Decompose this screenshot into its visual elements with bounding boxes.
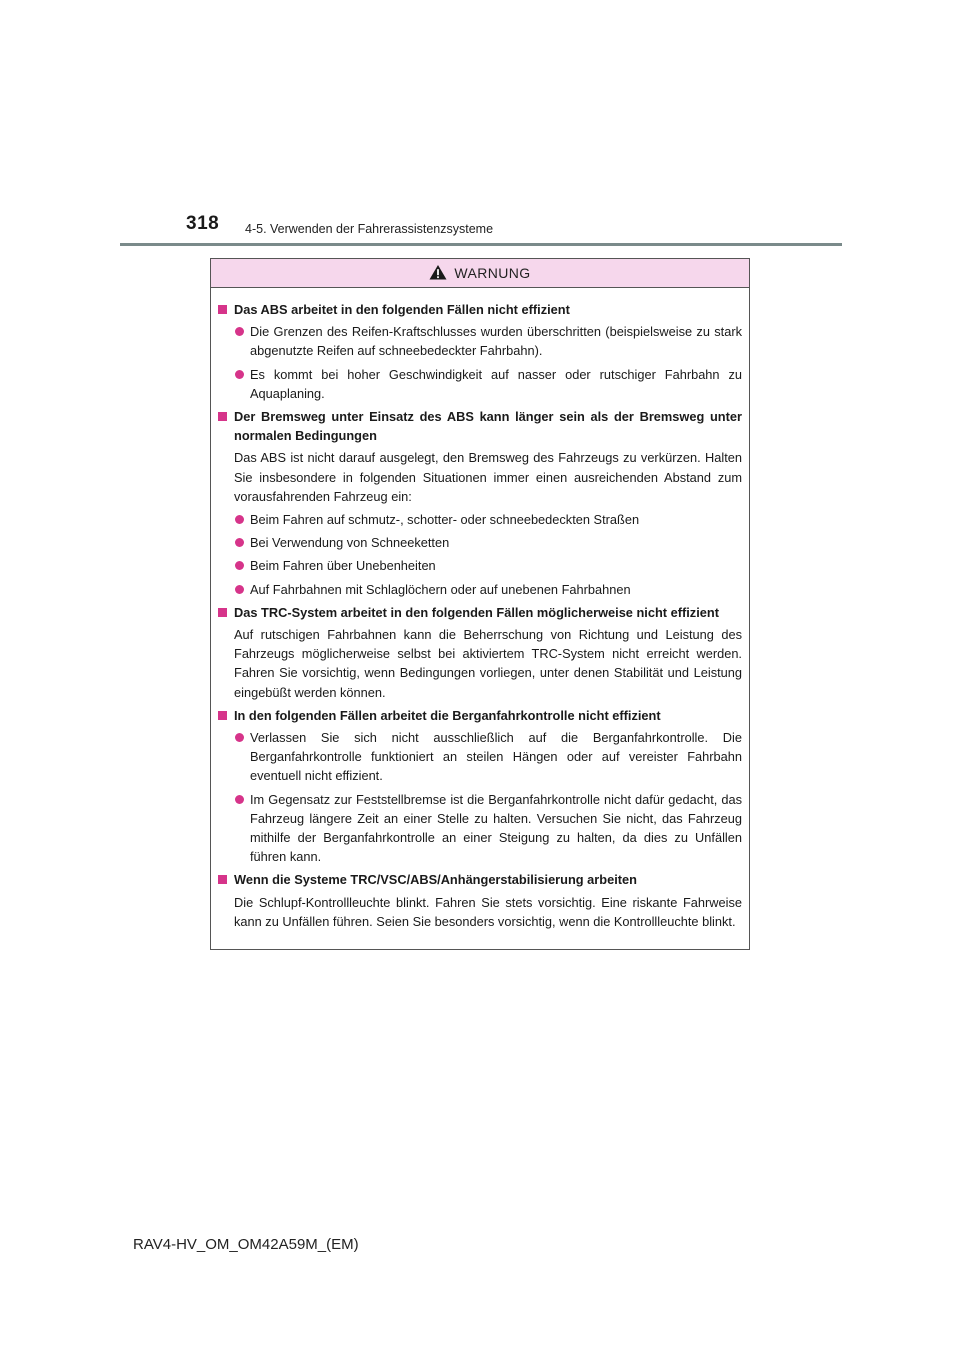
bullet-text: Verlassen Sie sich nicht ausschließlich auf die Berganfahrkontrolle. Die Berganfahrkontrolle funktioniert an steilen Hängen oder auf vereister Fahrbahn eventuell nicht effizient.: [250, 730, 742, 784]
warning-title: WARNUNG: [454, 265, 531, 281]
bullet-item: [218, 322, 742, 360]
bullet-text: Es kommt bei hoher Geschwindigkeit auf nasser oder rutschiger Fahrbahn zu Aquaplaning.: [250, 366, 742, 401]
page-number: 318: [186, 213, 220, 234]
warning-item-text: Das ABS ist nicht darauf ausgelegt, den Bremsweg des Fahrzeugs zu verkürzen. Halten Sie insbesondere in folgenden Situationen immer einen ausreichenden Abstand zum vorausfahrenden Fahrzeug ein:: [234, 450, 742, 504]
header-rule: [120, 243, 842, 246]
round-bullet-icon: [235, 370, 244, 379]
bullet-text: Beim Fahren über Unebenheiten: [250, 558, 436, 574]
round-bullet-icon: [235, 327, 244, 336]
bullet-item: [218, 580, 742, 599]
warning-item-text: Die Schlupf-Kontrollleuchte blinkt. Fahren Sie stets vorsichtig. Eine riskante Fahrweise kann zu Unfällen führen. Seien Sie besonders vorsichtig, wenn die Kontrollleuchte blinkt.: [234, 894, 742, 929]
bullet-text: Im Gegensatz zur Feststellbremse ist die Berganfahrkontrolle nicht dafür gedacht, das Fahrzeug längere Zeit an einer Stelle zu halten. Versuchen Sie nicht, das Fahrzeug mithilfe der Berganfahrkontrolle an einer Steigung zu halten, da dies zu Unfällen führen kann.: [250, 791, 742, 865]
warning-item-heading: [218, 870, 742, 889]
bullet-item: [218, 790, 742, 867]
round-bullet-icon: [235, 515, 244, 524]
warning-item-heading-text: Wenn die Systeme TRC/VSC/ABS/Anhängerstabilisierung arbeiten: [234, 872, 637, 888]
document-code: RAV4-HV_OM_OM42A59M_(EM): [133, 1236, 359, 1253]
bullet-item: [218, 556, 742, 575]
warning-item-heading-text: Der Bremsweg unter Einsatz des ABS kann länger sein als der Bremsweg unter normalen Bedingungen: [234, 409, 742, 444]
warning-box: [210, 258, 750, 950]
warning-item-heading: [218, 300, 742, 319]
warning-triangle-icon: [429, 264, 447, 280]
round-bullet-icon: [235, 733, 244, 742]
warning-item-heading: [218, 407, 742, 445]
bullet-item: [218, 365, 742, 403]
square-bullet-icon: [218, 412, 227, 421]
square-bullet-icon: [218, 608, 227, 617]
warning-item-heading-text: Das TRC-System arbeitet in den folgenden Fällen möglicherweise nicht effizient: [234, 604, 719, 620]
bullet-text: Die Grenzen des Reifen-Kraftschlusses wurden überschritten (beispielsweise zu stark abgenutzte Reifen auf schneebedeckter Fahrbahn).: [250, 324, 742, 359]
warning-body: [211, 288, 749, 949]
square-bullet-icon: [218, 711, 227, 720]
round-bullet-icon: [235, 795, 244, 804]
warning-item-text: Auf rutschigen Fahrbahnen kann die Beherrschung von Richtung und Leistung des Fahrzeugs möglicherweise selbst bei aktiviertem TRC-System nicht erreicht werden. Fahren Sie vorsichtig, wenn Bedingungen vorliegen, unter denen Stabilität und Leistung eingebüßt werden können.: [234, 627, 742, 700]
bullet-item: [218, 510, 742, 529]
round-bullet-icon: [235, 538, 244, 547]
warning-item-heading-text: Das ABS arbeitet in den folgenden Fällen nicht effizient: [234, 302, 570, 317]
round-bullet-icon: [235, 561, 244, 570]
bullet-text: Auf Fahrbahnen mit Schlaglöchern oder auf unebenen Fahrbahnen: [250, 581, 631, 597]
bullet-text: Beim Fahren auf schmutz-, schotter- oder schneebedeckten Straßen: [250, 512, 640, 528]
bullet-text: Bei Verwendung von Schneeketten: [250, 535, 450, 551]
warning-item-heading: [218, 603, 742, 622]
section-title: 4-5. Verwenden der Fahrerassistenzsysteme: [245, 222, 494, 236]
bullet-item: [218, 728, 742, 786]
square-bullet-icon: [218, 305, 227, 314]
warning-item-heading: [218, 706, 742, 725]
warning-header: [211, 259, 749, 288]
warning-item-heading-text: In den folgenden Fällen arbeitet die Berganfahrkontrolle nicht effizient: [234, 707, 661, 723]
bullet-item: [218, 533, 742, 552]
square-bullet-icon: [218, 875, 227, 884]
round-bullet-icon: [235, 585, 244, 594]
